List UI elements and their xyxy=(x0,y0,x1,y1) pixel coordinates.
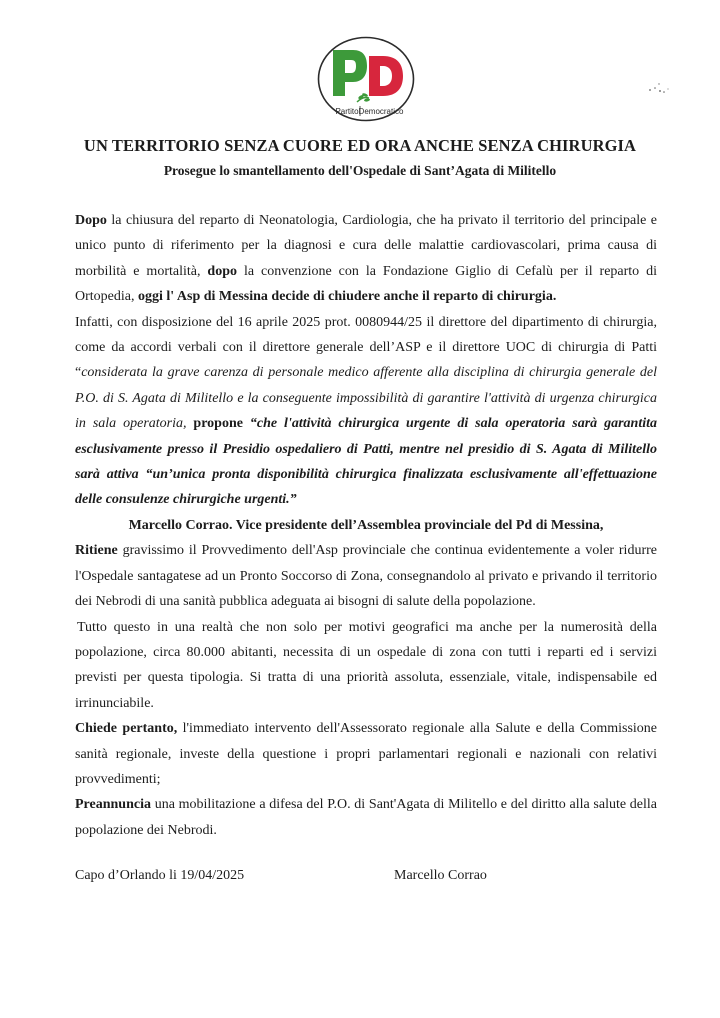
paragraph-5 xyxy=(75,716,657,792)
document-title: UN TERRITORIO SENZA CUORE ED ORA ANCHE SENZA CHIRURGIA xyxy=(83,136,637,155)
p6-bold-1: Preannuncia xyxy=(75,797,151,813)
p6-text-1: una mobilitazione a difesa del P.O. di Sant'Agata di Militello e del diritto alla salute della popolazione dei Nebrodi. xyxy=(75,797,657,838)
p5-text-1: l'immediato intervento dell'Assessorato regionale alla Salute e della Commissione sanità regionale, investe della questione i propri parlamentari regionali e nazionali con relativi provvedimenti; xyxy=(75,721,658,787)
paragraph-1 xyxy=(75,208,657,310)
place-date: Capo d’Orlando li 19/04/2025 xyxy=(75,868,245,883)
logo-tagline-left: Partito xyxy=(335,107,359,116)
p1-text-2: la convenzione con la Fondazione Giglio di Cefalù per il reparto di Ortopedia, xyxy=(75,263,658,305)
paragraph-3 xyxy=(75,538,657,614)
logo-tagline-right: Democratico xyxy=(358,107,404,116)
p3-bold-1: Ritiene xyxy=(75,543,118,559)
signature: Marcello Corrao xyxy=(394,868,487,883)
document-subtitle: Prosegue lo smantellamento dell'Ospedale di Sant’Agata di Militello xyxy=(163,163,557,178)
partito-democratico-logo xyxy=(317,36,415,122)
p2-text-1: Infatti, con disposizione del 16 aprile 2025 prot. 0080944/25 il direttore del dipartimento di chirurgia, come da accordi verbali con il direttore generale dell’ASP e il direttore UOC di chirurgia di Patti “ xyxy=(75,314,657,381)
p2-bold-italic-1: “che l'attività chirurgica urgente di sala operatoria sarà garantita esclusivamente presso il Presidio ospedaliero di Patti, mentre nel presidio di S. Agata di Militello sarà attiva “un’unica pronta disponibilità chirurgica finalizzata esclusivamente all'effettuazione delle consulenze chirurgiche urgenti.” xyxy=(75,416,657,508)
paragraph-2 xyxy=(75,310,657,513)
p1-bold-1: Dopo xyxy=(75,213,107,228)
p5-bold-1: Chiede pertanto, xyxy=(75,721,178,737)
signer-line: Marcello Corrao. Vice presidente dell’Assemblea provinciale del Pd di Messina, xyxy=(128,517,604,533)
p2-italic-1: considerata la grave carenza di personale medico afferente alla disciplina di chirurgia generale del P.O. di S. Agata di Militello e la conseguente impossibilità di garantire l'attività di urgenza chirurgica in sala operatoria, xyxy=(75,365,657,432)
paragraph-4: Tutto questo in una realtà che non solo per motivi geografici ma anche per la numerosità della popolazione, circa 80.000 abitanti, necessita di un ospedale di zona con tutti i reparti ed i servizi previsti per questa tipologia. Si tratta di una priorità assoluta, essenziale, vitale, indispensabile ed irrinunciabile. xyxy=(75,619,657,711)
p3-text-1: gravissimo il Provvedimento dell'Asp provinciale che continua evidentemente a voler ridurre l'Ospedale santagatese ad un Pronto Soccorso di Zona, consegnandolo al privato e privando il territorio dei Nebrodi di una sanità pubblica adeguata ai bisogni di salute della popolazione. xyxy=(75,543,657,610)
document-body xyxy=(75,208,657,843)
p2-bold-1: propone xyxy=(186,416,250,432)
p1-bold-3: oggi l' Asp di Messina decide di chiudere anche il reparto di chirurgia. xyxy=(137,289,557,305)
p1-bold-2: dopo xyxy=(207,263,237,279)
p1-text-1: la chiusura del reparto di Neonatologia, Cardiologia, che ha privato il territorio del principale e unico punto di riferimento per la diagnosi e cura delle malattie cardiovascolari, prima causa di morbilità e mortalità, xyxy=(75,213,657,279)
paragraph-6 xyxy=(75,792,657,843)
scan-specks xyxy=(646,80,672,96)
